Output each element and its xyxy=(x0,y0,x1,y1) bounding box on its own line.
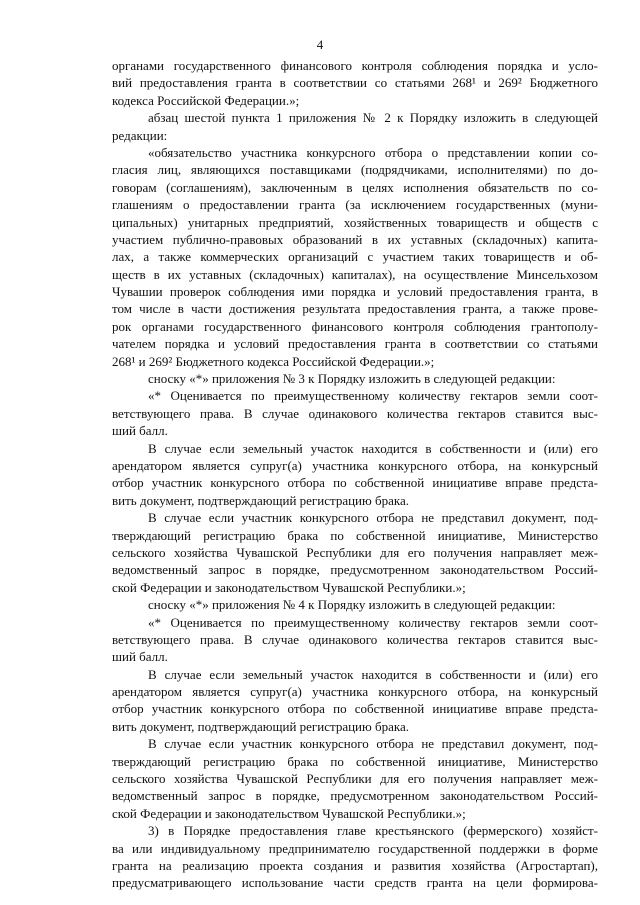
text-line: редакции: xyxy=(112,127,168,143)
text-line: сельского хозяйства Чувашской Республики для его получения направляет меж- xyxy=(112,544,598,560)
text-line: ведомственный запрос в порядке, предусмотренном законодательством Россий- xyxy=(112,562,598,578)
text-line: арендатором является супруг(а) участника конкурсного отбора, на конкурсный xyxy=(112,684,598,700)
text-line: арендатором является супруг(а) участника конкурсного отбора, на конкурсный xyxy=(112,457,598,473)
text-line: В случае если земельный участок находится в собственности и (или) его xyxy=(148,666,598,682)
text-line: вить документ, подтверждающий регистрацию брака. xyxy=(112,718,409,734)
text-line: 268¹ и 269² Бюджетного кодекса Российской Федерации.»; xyxy=(112,353,435,369)
text-line: том числе в части достижения результата предоставления гранта, а также прове- xyxy=(112,301,598,317)
text-line: говорам (соглашениям), заключенным в целях исполнения обязательств по со- xyxy=(112,179,598,195)
text-line: тверждающий регистрацию брака по собственной инициативе, Министерство xyxy=(112,527,598,543)
text-line: ветствующего права. В случае одинакового количества гектаров ставится выс- xyxy=(112,631,598,647)
text-line: «обязательство участника конкурсного отбора о представлении копии со- xyxy=(148,144,598,160)
text-line: лах, а также коммерческих организаций с участием таких товариществ и об- xyxy=(112,249,598,265)
text-line: ведомственный запрос в порядке, предусмотренном законодательством Россий- xyxy=(112,788,598,804)
text-line: ший балл. xyxy=(112,423,168,439)
text-line: тверждающий регистрацию брака по собственной инициативе, Министерство xyxy=(112,753,598,769)
text-line: «* Оценивается по преимущественному количеству гектаров земли соот- xyxy=(148,614,598,630)
text-line: В случае если участник конкурсного отбора не представил документ, под- xyxy=(148,736,598,752)
text-line: абзац шестой пункта 1 приложения № 2 к Порядку изложить в следующей xyxy=(148,110,598,126)
text-line: участием публично-правовых образований в их уставных (складочных) капита- xyxy=(112,231,598,247)
text-line: сельского хозяйства Чувашской Республики для его получения направляет меж- xyxy=(112,771,598,787)
text-line: 3) в Порядке предоставления главе крестьянского (фермерского) хозяйст- xyxy=(148,823,598,839)
text-line: ществ в их уставных (складочных) капиталах), на осуществление Минсельхозом xyxy=(112,266,598,282)
text-line: «* Оценивается по преимущественному количеству гектаров земли соот- xyxy=(148,388,598,404)
page-number: 4 xyxy=(316,37,324,52)
text-line: В случае если участник конкурсного отбора не представил документ, под- xyxy=(148,510,598,526)
text-line: гранта на реализацию проекта создания и развития хозяйства (Агростартап), xyxy=(112,857,598,873)
text-line: сноску «*» приложения № 3 к Порядку изложить в следующей редакции: xyxy=(148,371,556,387)
text-line: гласия лиц, являющихся поставщиками (подрядчиками, исполнителями) по до- xyxy=(112,162,598,178)
text-line: ветствующего права. В случае одинакового количества гектаров ставится выс- xyxy=(112,405,598,421)
text-line: ципальных) унитарных предприятий, хозяйственных товариществ и обществ с xyxy=(112,214,598,230)
text-line: кодекса Российской Федерации.»; xyxy=(112,92,300,108)
text-line: отбор участник конкурсного отбора по собственной инициативе вправе предста- xyxy=(112,701,598,717)
text-line: ва или индивидуальному предпринимателю государственной поддержки в форме xyxy=(112,840,598,856)
text-line: отбор участник конкурсного отбора по собственной инициативе вправе предста- xyxy=(112,475,598,491)
text-line: Чувашии проверок соблюдения ими порядка и условий предоставления гранта, в xyxy=(112,284,598,300)
text-line: вий предоставления гранта в соответствии со статьями 268¹ и 269² Бюджетного xyxy=(112,75,598,91)
text-line: сноску «*» приложения № 4 к Порядку изложить в следующей редакции: xyxy=(148,597,556,613)
text-line: глашениям о предоставлении гранта (за исключением государственных (муни- xyxy=(112,197,598,213)
text-line: ской Федерации и законодательством Чувашской Республики.»; xyxy=(112,805,466,821)
text-line: чателем порядка и условий предоставления гранта в соответствии со статьями xyxy=(112,336,598,352)
text-line: рок органами государственного финансового контроля соблюдения грантополу- xyxy=(112,318,598,334)
document-body xyxy=(112,57,598,892)
text-line: ший балл. xyxy=(112,649,168,665)
text-line: органами государственного финансового контроля соблюдения порядка и усло- xyxy=(112,58,598,73)
text-line: вить документ, подтверждающий регистрацию брака. xyxy=(112,492,409,508)
text-line: ской Федерации и законодательством Чувашской Республики.»; xyxy=(112,579,466,595)
text-line: предусматривающего использование части средств гранта на цели формирова- xyxy=(112,875,598,891)
text-line: В случае если земельный участок находится в собственности и (или) его xyxy=(148,440,598,456)
